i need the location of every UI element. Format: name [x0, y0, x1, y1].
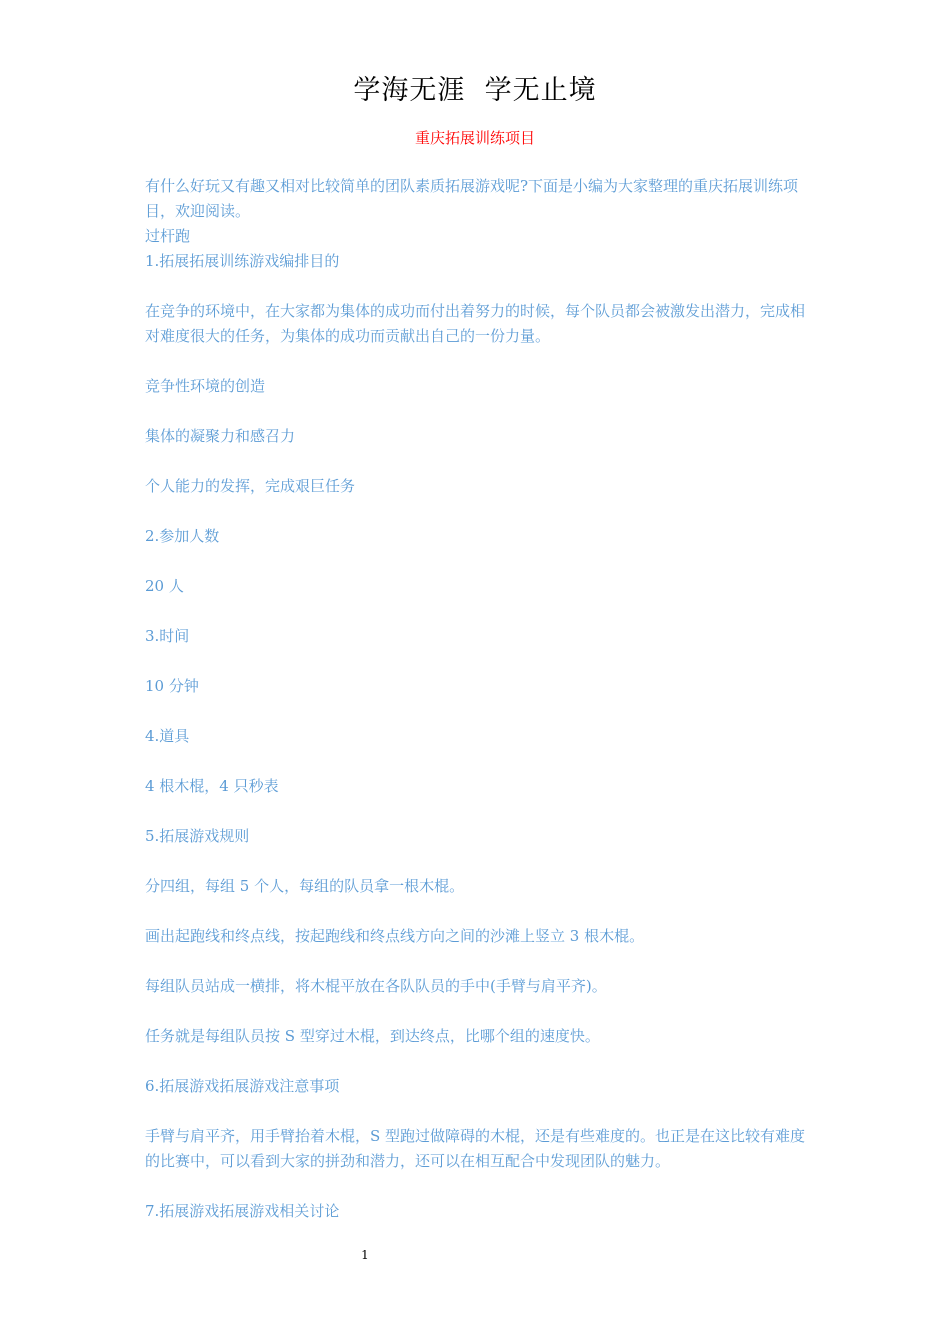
- section-heading-time: 3.时间: [145, 627, 190, 645]
- purpose-paragraph: 在竞争的环境中，在大家都为集体的成功而付出着努力的时候，每个队员都会被激发出潜力，完成相对难度很大的任务，为集体的成功而贡献出自己的一份力量。: [145, 302, 806, 345]
- rules-paragraph-2: 画出起跑线和终点线，按起跑线和终点线方向之间的沙滩上竖立 3 根木棍。: [145, 927, 645, 945]
- rules-paragraph-4: 任务就是每组队员按 S 型穿过木棍，到达终点，比哪个组的速度快。: [145, 1027, 600, 1045]
- game-name: 过杆跑: [145, 227, 191, 245]
- intro-paragraph: 有什么好玩又有趣又相对比较简单的团队素质拓展游戏呢?下面是小编为大家整理的重庆拓展训练项目，欢迎阅读。: [145, 177, 799, 220]
- section-heading-discussion: 7.拓展游戏拓展游戏相关讨论: [145, 1202, 340, 1220]
- rules-paragraph-3: 每组队员站成一横排，将木棍平放在各队队员的手中(手臂与肩平齐)。: [145, 977, 607, 995]
- document-body: [145, 174, 813, 1224]
- page-number: 1: [361, 1248, 369, 1262]
- participants-value: 20 人: [145, 577, 184, 595]
- document-title: 重庆拓展训练项目: [414, 129, 535, 147]
- section-heading-participants: 2.参加人数: [145, 527, 220, 545]
- rules-paragraph-1: 分四组，每组 5 个人，每组的队员拿一根木棍。: [145, 877, 465, 895]
- section-heading-purpose: 1.拓展拓展训练游戏编排目的: [145, 252, 340, 270]
- section-heading-rules: 5.拓展游戏规则: [145, 827, 250, 845]
- props-value: 4 根木棍，4 只秒表: [145, 777, 279, 795]
- purpose-point-1: 竞争性环境的创造: [145, 377, 266, 395]
- notes-paragraph: 手臂与肩平齐，用手臂抬着木棍，S 型跑过做障碍的木棍，还是有些难度的。也正是在这比较有难度的比赛中，可以看到大家的拼劲和潜力，还可以在相互配合中发现团队的魅力。: [145, 1127, 806, 1170]
- page-header-motto: 学海无涯 学无止境: [353, 75, 597, 106]
- purpose-point-3: 个人能力的发挥，完成艰巨任务: [145, 477, 356, 495]
- time-value: 10 分钟: [145, 677, 199, 695]
- purpose-point-2: 集体的凝聚力和感召力: [145, 427, 296, 445]
- section-heading-props: 4.道具: [145, 727, 190, 745]
- section-heading-notes: 6.拓展游戏拓展游戏注意事项: [145, 1077, 340, 1095]
